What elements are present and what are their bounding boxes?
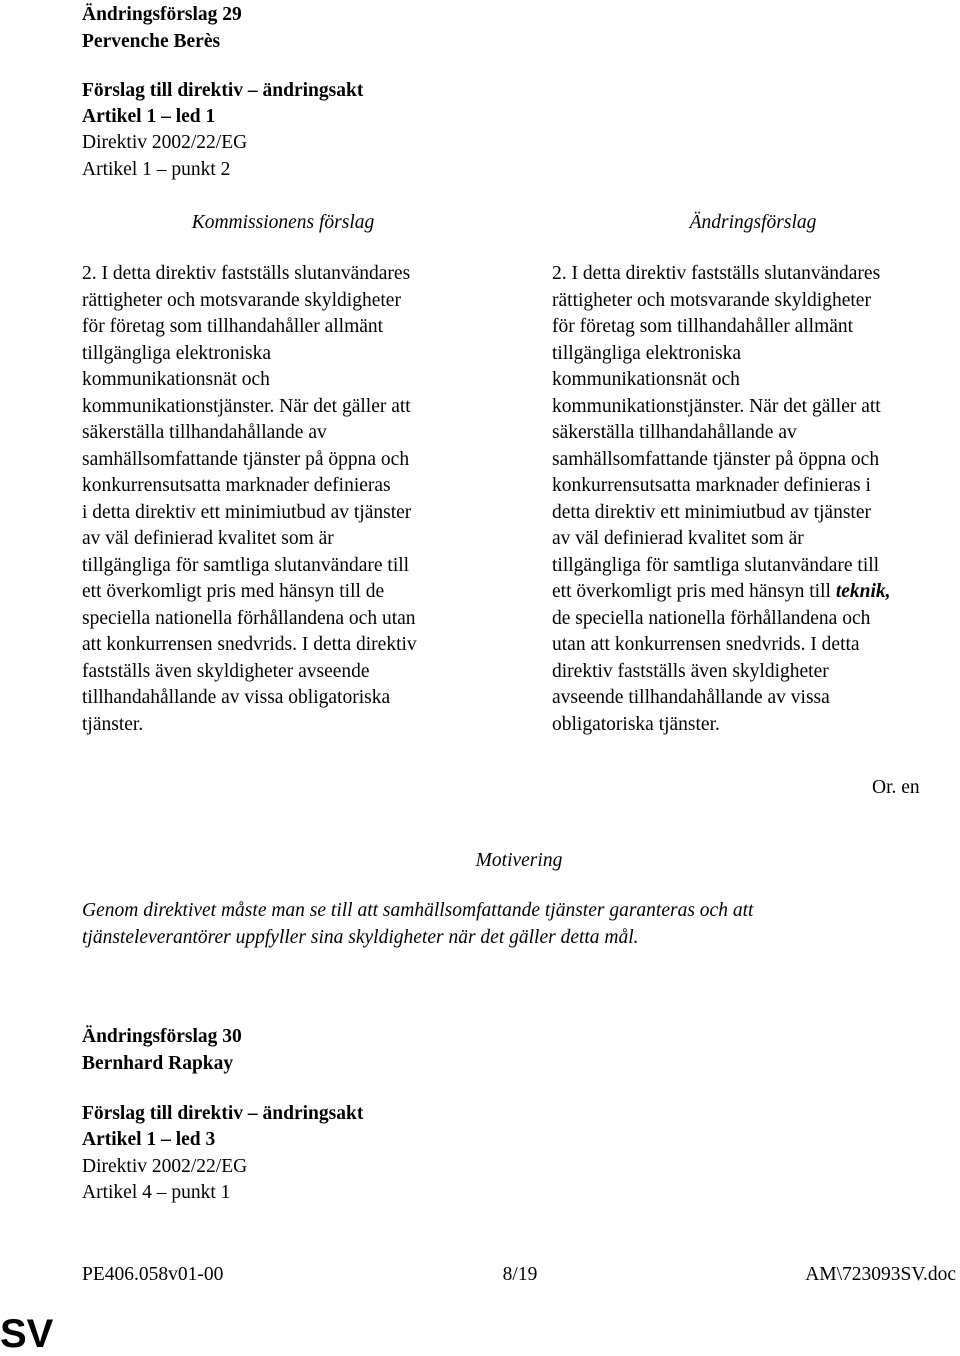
commission-text-line: kommunikationsnät och	[82, 369, 270, 390]
commission-text-line: kommunikationstjänster. När det gäller att	[82, 395, 411, 417]
amendment-heading-2: Ändringsförslag 30	[82, 1026, 242, 1047]
commission-text-line: tillhandahållande av vissa obligatoriska	[82, 687, 391, 708]
amendment-text-line: säkerställa tillhandahållande av	[552, 422, 797, 443]
amendment-author: Pervenche Berès	[82, 31, 221, 52]
original-language: Or. en	[872, 777, 920, 798]
commission-text-line: av väl definierad kvalitet som är	[82, 528, 334, 549]
commission-text	[82, 261, 492, 738]
commission-text-line: tjänster.	[82, 713, 144, 735]
amendment-heading: Ändringsförslag 29	[82, 4, 242, 25]
footer-page-number: 8/19	[502, 1264, 538, 1285]
commission-text-line: säkerställa tillhandahållande av	[82, 422, 327, 443]
commission-text-line: 2. I detta direktiv fastställs slutanvändares	[82, 263, 411, 284]
amendment-text-line: av väl definierad kvalitet som är	[552, 528, 804, 549]
article-ref: Artikel 1 – led 1	[82, 106, 216, 127]
commission-text-line: speciella nationella förhållandena och utan	[82, 607, 416, 629]
commission-text-line: rättigheter och motsvarande skyldigheter	[82, 289, 401, 311]
commission-text-line: tillgängliga för samtliga slutanvändare till	[82, 554, 410, 576]
amendment-text-line: tillgängliga elektroniska	[552, 342, 741, 364]
amendment-text-line: utan att konkurrensen snedvrids. I detta	[552, 634, 860, 655]
commission-text-line: fastställs även skyldigheter avseende	[82, 660, 370, 682]
directive-ref-2: Direktiv 2002/22/EG	[82, 1156, 248, 1177]
amendment-text-line: avseende tillhandahållande av vissa	[552, 687, 830, 708]
amendment-text-line: kommunikationstjänster. När det gäller att	[552, 395, 881, 417]
amendment-text-line: 2. I detta direktiv fastställs slutanvändares	[552, 263, 881, 284]
commission-text-line: för företag som tillhandahåller allmänt	[82, 316, 384, 337]
amendment-text-line: tillgängliga för samtliga slutanvändare till	[552, 554, 880, 576]
amendment-text-line: för företag som tillhandahåller allmänt	[552, 316, 854, 337]
amendment-text-line: de speciella nationella förhållandena och	[552, 607, 871, 629]
directive-ref: Direktiv 2002/22/EG	[82, 132, 248, 153]
directive-article-2: Artikel 4 – punkt 1	[82, 1182, 231, 1203]
amendment-author-2: Bernhard Rapkay	[82, 1053, 234, 1074]
article-ref-2: Artikel 1 – led 3	[82, 1129, 216, 1150]
footer-doc-ref: PE406.058v01-00	[82, 1264, 224, 1285]
commission-text-line: i detta direktiv ett minimiutbud av tjänster	[82, 501, 412, 523]
commission-text-line: att konkurrensen snedvrids. I detta direktiv	[82, 634, 417, 655]
commission-text-line: tillgängliga elektroniska	[82, 342, 271, 364]
amendment-text-line-13: ett överkomligt pris med hänsyn till teknik,	[552, 581, 891, 602]
right-column-header: Ändringsförslag	[689, 212, 817, 233]
justification-text	[82, 898, 956, 951]
amendment-text-line: kommunikationsnät och	[552, 369, 740, 390]
footer-file-name: AM\723093SV.doc	[805, 1264, 956, 1285]
justification-title: Motivering	[475, 850, 563, 871]
commission-text-line: konkurrensutsatta marknader definieras	[82, 475, 391, 496]
amendment-text-line: obligatoriska tjänster.	[552, 713, 720, 735]
proposal-title-2: Förslag till direktiv – ändringsakt	[82, 1103, 364, 1124]
amendment-text-line: konkurrensutsatta marknader definieras i	[552, 475, 871, 496]
language-code: SV	[0, 1312, 54, 1356]
amendment-text-line: samhällsomfattande tjänster på öppna och	[552, 448, 880, 470]
amendment-emphasis: teknik,	[835, 581, 891, 602]
left-column-header: Kommissionens förslag	[191, 212, 375, 233]
amendment-text	[552, 261, 957, 738]
amendment-text-line: detta direktiv ett minimiutbud av tjänster	[552, 501, 871, 523]
proposal-title: Förslag till direktiv – ändringsakt	[82, 80, 364, 101]
justification-text-line: tjänsteleverantörer uppfyller sina skyldigheter när det gäller detta mål.	[82, 926, 639, 948]
amendment-text-line: direktiv fastställs även skyldigheter	[552, 660, 829, 682]
directive-article: Artikel 1 – punkt 2	[82, 159, 231, 180]
commission-text-line: samhällsomfattande tjänster på öppna och	[82, 448, 410, 470]
commission-text-line: ett överkomligt pris med hänsyn till de	[82, 581, 385, 602]
amendment-text-line: rättigheter och motsvarande skyldigheter	[552, 289, 871, 311]
justification-text-line: Genom direktivet måste man se till att samhällsomfattande tjänster garanteras och att	[82, 900, 754, 921]
